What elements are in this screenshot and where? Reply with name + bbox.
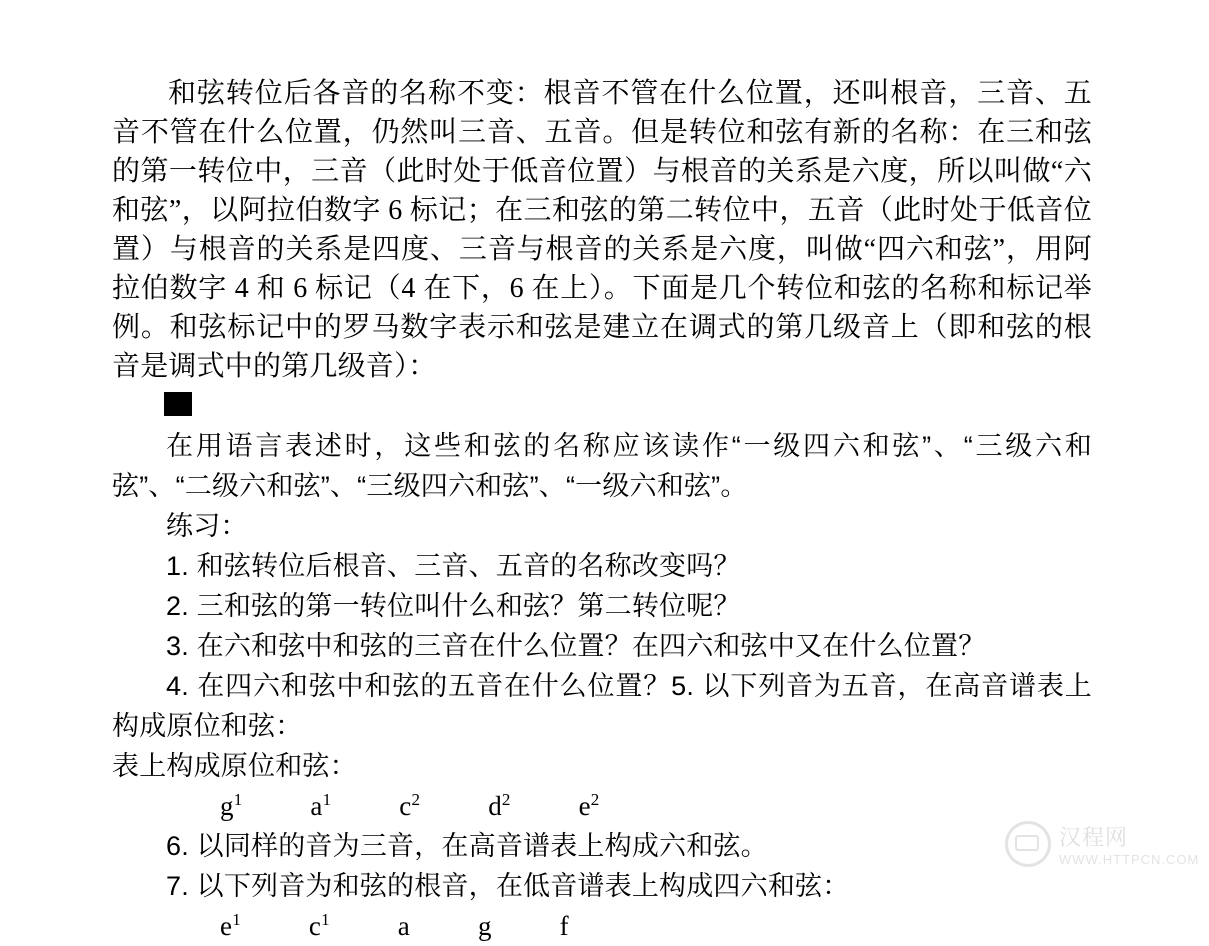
exercise-item-7: 7. 以下列音为和弦的根音，在低音谱表上构成四六和弦：	[166, 871, 850, 901]
note-letter: g	[220, 791, 234, 821]
note-octave: 1	[233, 790, 243, 809]
note-c1	[255, 906, 330, 946]
note-letter: e	[578, 791, 591, 821]
note-letter: a	[310, 791, 323, 821]
note-letter: f	[559, 911, 569, 941]
note-letter: d	[488, 791, 502, 821]
watermark	[1005, 818, 1200, 870]
note-octave: 1	[321, 910, 330, 929]
note-octave: 1	[322, 790, 332, 809]
practice-heading: 练习：	[166, 511, 248, 541]
note-row-2	[112, 906, 1092, 946]
watermark-title: 汉程网	[1059, 825, 1129, 850]
note-octave: 2	[590, 790, 600, 809]
document-body	[112, 74, 1092, 946]
paragraph-spoken-names: 在用语言表述时，这些和弦的名称应该读作“一级四六和弦”、“三级六和弦”、“二级六和弦”、“三级四六和弦”、“一级六和弦”。	[112, 431, 1092, 501]
note-c2	[345, 786, 420, 826]
note-e1	[166, 906, 241, 946]
note-e2	[525, 786, 600, 826]
watermark-url: WWW.HTTPCN.COM	[1059, 852, 1200, 867]
note-letter: c	[308, 911, 322, 941]
note-letter: e	[220, 911, 233, 941]
note-g	[424, 906, 492, 946]
exercise-item-4: 4. 在四六和弦中和弦的五音在什么位置？5. 以下列音为五音，在高音谱表上构成原位和弦：	[112, 671, 1092, 741]
note-letter: a	[397, 911, 410, 941]
figure-music-example	[112, 386, 1092, 426]
exercise-item-1: 1. 和弦转位后根音、三音、五音的名称改变吗？	[166, 551, 741, 581]
note-f	[506, 906, 569, 946]
watermark-logo-icon	[1005, 821, 1051, 867]
note-octave: 2	[411, 790, 421, 809]
note-row-1	[112, 786, 1092, 826]
exercise-item-3: 3. 在六和弦中和弦的三音在什么位置？在四六和弦中又在什么位置？	[166, 631, 986, 661]
exercise-item-4-continuation: 表上构成原位和弦：	[112, 751, 357, 781]
note-letter: c	[399, 791, 412, 821]
note-g1	[166, 786, 242, 826]
note-a	[344, 906, 410, 946]
note-d2	[434, 786, 510, 826]
note-octave: 1	[232, 910, 241, 929]
exercise-item-2: 2. 三和弦的第一转位叫什么和弦？第二转位呢？	[166, 591, 741, 621]
black-square-figure	[164, 392, 192, 416]
watermark-text	[1059, 821, 1199, 867]
note-letter: g	[477, 911, 492, 941]
exercise-item-6: 6. 以同样的音为三音，在高音谱表上构成六和弦。	[166, 831, 768, 861]
paragraph-chord-inversion-names: 和弦转位后各音的名称不变：根音不管在什么位置，还叫根音，三音、五音不管在什么位置，仍然叫三音、五音。但是转位和弦有新的名称：在三和弦的第一转位中，三音（此时处于低音位置）与根音的关系是六度，所以叫做“六和弦”，以阿拉伯数字 6 标记；在三和弦的第二转位中，五音（此时处于低音位置）与根音的关系是四度、三音与根音的关系是六度，叫做“四六和弦”，用阿拉伯数字 4 和 6 标记（4 在下，6 在上）。下面是几个转位和弦的名称和标记举例。和弦标记中的罗马数字表示和弦是建立在调式的第几级音上（即和弦的根音是调式中的第几级音）：	[112, 78, 1092, 382]
note-a1	[256, 786, 331, 826]
note-octave: 2	[501, 790, 511, 809]
